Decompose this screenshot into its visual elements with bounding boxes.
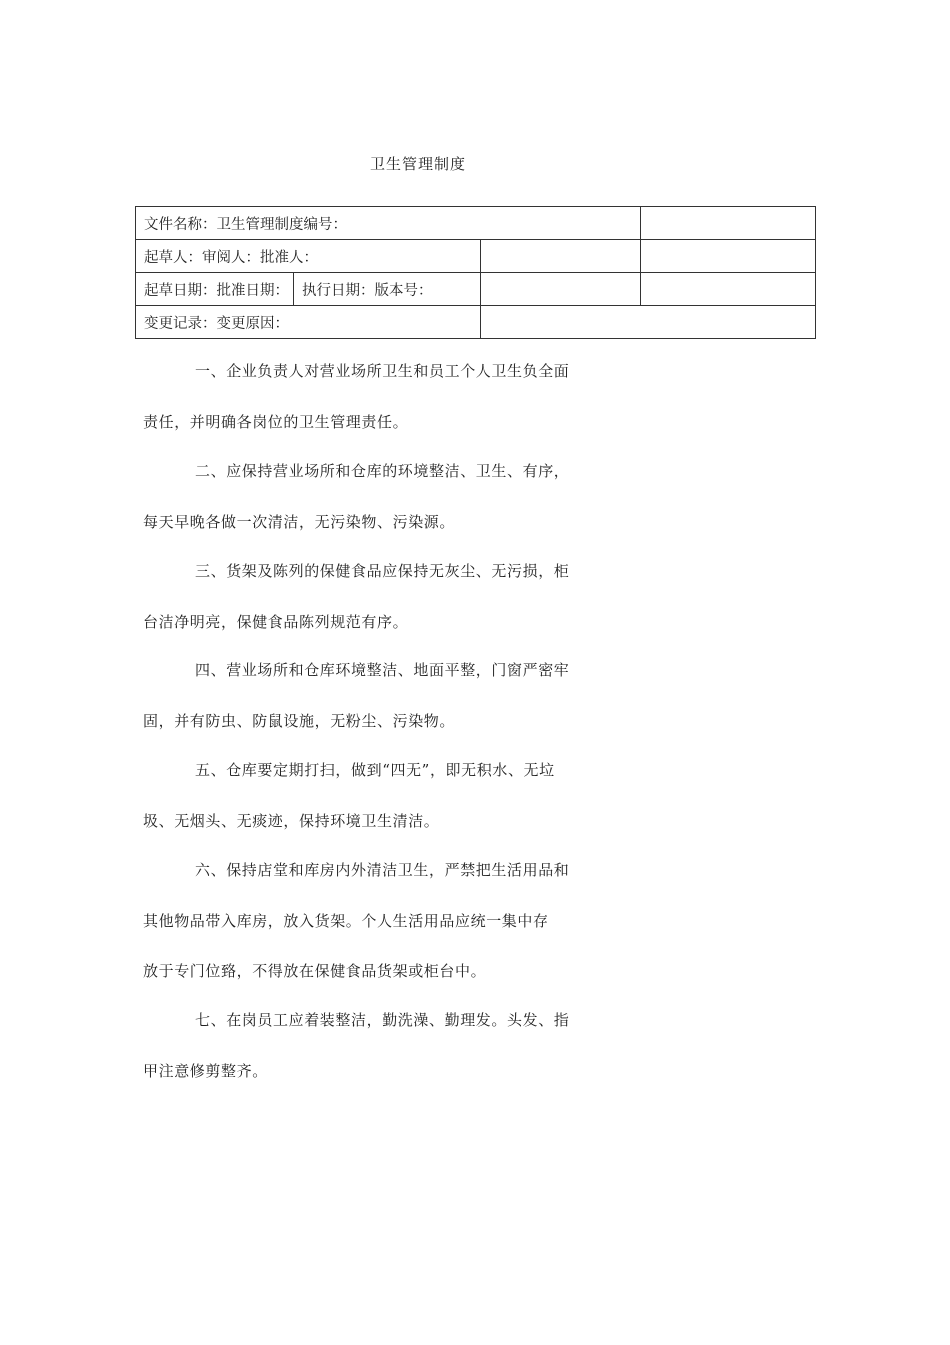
paragraph-1 xyxy=(143,346,583,447)
document-title: 卫生管理制度 xyxy=(369,155,466,173)
paragraph-line: 放于专门位臵，不得放在保健食品货架或柜台中。 xyxy=(143,962,487,980)
paragraph-7 xyxy=(143,995,583,1096)
paragraph-line: 责任，并明确各岗位的卫生管理责任。 xyxy=(143,412,409,431)
file-name-cell: 文件名称：卫生管理制度编号： xyxy=(136,207,641,240)
paragraph-line: 其他物品带入库房，放入货架。个人生活用品应统一集中存 xyxy=(143,911,549,930)
empty-cell xyxy=(641,273,816,306)
file-number-value-cell xyxy=(641,207,816,240)
paragraph-2 xyxy=(143,446,583,547)
paragraph-line: 四、营业场所和仓库环境整洁、地面平整，门窗严密牢 xyxy=(195,661,570,679)
paragraph-line: 五、仓库要定期打扫，做到“四无”，即无积水、无垃 xyxy=(195,761,555,779)
paragraph-line: 固，并有防虫、防鼠设施，无粉尘、污染物。 xyxy=(143,711,456,730)
drafter-reviewer-approver-cell: 起草人：审阅人：批准人： xyxy=(136,240,481,273)
table-row xyxy=(136,273,816,306)
empty-cell xyxy=(481,240,641,273)
paragraph-line: 圾、无烟头、无痰迹，保持环境卫生清洁。 xyxy=(143,811,440,830)
effective-date-version-cell: 执行日期：版本号： xyxy=(294,273,481,306)
paragraph-4 xyxy=(143,645,583,746)
paragraph-line: 每天早晚各做一次清洁，无污染物、污染源。 xyxy=(143,512,456,531)
paragraph-6 xyxy=(143,845,583,997)
paragraph-line: 六、保持店堂和库房内外清洁卫生，严禁把生活用品和 xyxy=(195,861,570,879)
paragraph-line: 七、在岗员工应着装整洁，勤洗澡、勤理发。头发、指 xyxy=(195,1011,570,1029)
paragraph-line: 一、企业负责人对营业场所卫生和员工个人卫生负全面 xyxy=(195,362,570,380)
table-row xyxy=(136,240,816,273)
table-row xyxy=(136,306,816,339)
empty-cell xyxy=(641,240,816,273)
paragraph-line: 三、货架及陈列的保健食品应保持无灰尘、无污损，柜 xyxy=(195,562,570,580)
paragraph-5 xyxy=(143,745,583,846)
paragraph-line: 台洁净明亮，保健食品陈列规范有序。 xyxy=(143,612,409,631)
change-record-cell: 变更记录：变更原因： xyxy=(136,306,481,339)
document-info-table xyxy=(135,206,816,339)
paragraph-3 xyxy=(143,546,583,647)
empty-cell xyxy=(481,306,816,339)
paragraph-line: 甲注意修剪整齐。 xyxy=(143,1061,268,1080)
draft-approve-date-cell: 起草日期：批准日期： xyxy=(136,273,294,306)
empty-cell xyxy=(481,273,641,306)
table-row xyxy=(136,207,816,240)
paragraph-line: 二、应保持营业场所和仓库的环境整洁、卫生、有序， xyxy=(195,462,570,480)
